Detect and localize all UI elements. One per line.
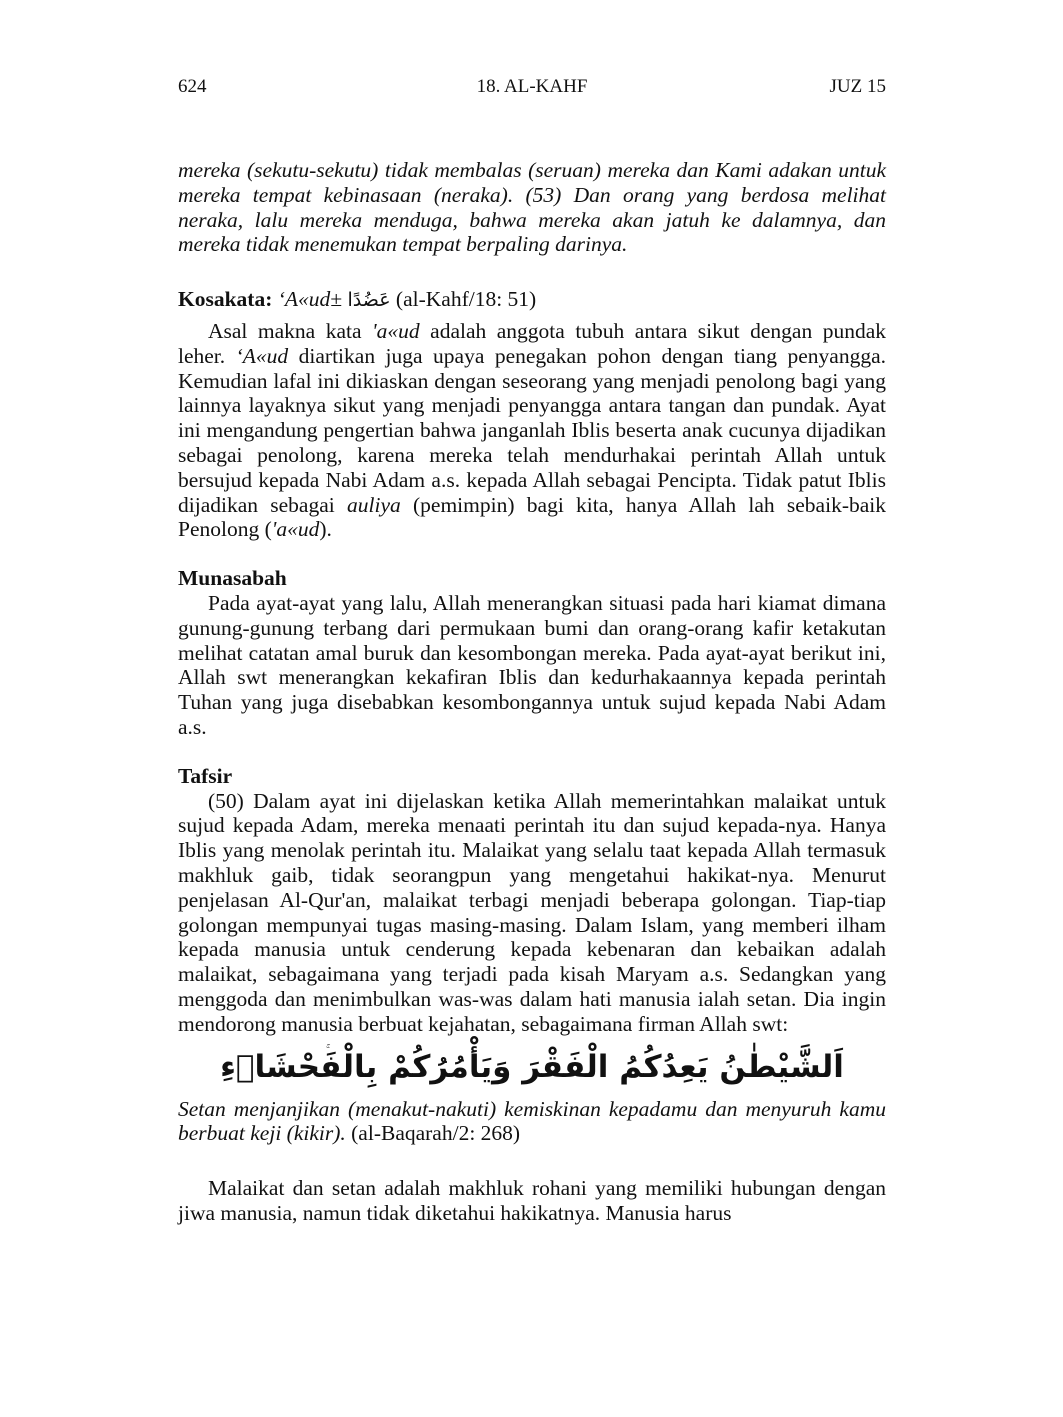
kosakata-term-1: 'a«ud: [372, 318, 420, 343]
kosakata-paragraph: [178, 319, 886, 542]
juz-label: JUZ 15: [829, 76, 886, 97]
kosakata-term-arabic: عَضُدًا: [347, 289, 391, 312]
kosakata-text-1: Asal makna kata: [208, 318, 373, 343]
kosakata-term-latin: ‘A«ud±: [277, 287, 343, 312]
page-number: 624: [178, 76, 207, 97]
verse-reference: (al-Baqarah/2: 268): [351, 1121, 521, 1146]
verse-translation-line: [178, 1097, 886, 1147]
kosakata-reference: (al-Kahf/18: 51): [395, 287, 537, 312]
verse-arabic: اَلشَّيْطٰنُ يَعِدُكُمُ الْفَقْرَ وَيَأْمُرُكُمْ بِالْفَحْشَاۤءِ: [220, 1048, 844, 1085]
chapter-title: 18. AL-KAHF: [476, 76, 588, 97]
kosakata-label: Kosakata:: [178, 287, 273, 312]
page-body: [178, 158, 886, 1226]
tafsir-heading: Tafsir: [178, 763, 233, 788]
kosakata-text-3: diartikan juga upaya penegakan pohon dengan tiang penyangga. Kemudian lafal ini dikiaskan dengan seseorang yang menjadi penolong bagi yang lainnya layaknya sikut yang menjadi penyangga antara tangan dan pundak. Ayat ini mengandung pengertian bahwa janganlah Iblis beserta anak cucunya dijadikan sebagai penolong, karena mereka telah mendurhakai perintah Allah untuk bersujud kepada Nabi Adam a.s. kepada Allah sebagai Pencipta. Tidak patut Iblis dijadikan sebagai: [178, 343, 886, 517]
kosakata-heading-line: [178, 287, 886, 313]
kosakata-term-4: 'a«ud: [271, 517, 320, 542]
kosakata-text-4: (pemimpin) bagi kita, hanya Allah lah sebaik-baik Penolong (: [178, 492, 886, 542]
kosakata-text-2: adalah anggota tubuh antara sikut dengan pundak leher.: [178, 318, 887, 368]
kosakata-term-3: auliya: [347, 492, 401, 517]
munasabah-heading: Munasabah: [178, 566, 287, 591]
tafsir-paragraph: (50) Dalam ayat ini dijelaskan ketika Allah memerintahkan malaikat untuk sujud kepada Adam, mereka menaati perintah itu dan sujud kepada-nya. Hanya Iblis yang menolak perintah itu. Malaikat yang selalu taat kepada Allah termasuk makhluk gaib, tidak seorangpun yang mengetahui hakikat-nya. Menurut penjelasan Al-Qur'an, malaikat terbagi menjadi beberapa golongan. Tiap-tiap golongan mempunyai tugas masing-masing. Dalam Islam, yang memberi ilham kepada manusia untuk cenderung kepada kebenaran dan kebaikan adalah malaikat, sebagaimana yang terjadi pada kisah Maryam a.s. Sedangkan yang menggoda dan menimbulkan was-was dalam hati manusia ialah setan. Dia ingin mendorong manusia berbuat kejahatan, sebagaimana firman Allah swt:: [178, 788, 886, 1036]
verse-translation: Setan menjanjikan (menakut-nakuti) kemiskinan kepadamu dan menyuruh kamu berbuat keji (kikir).: [178, 1096, 886, 1146]
closing-paragraph: Malaikat dan setan adalah makhluk rohani yang memiliki hubungan dengan jiwa manusia, namun tidak diketahui hakikatnya. Manusia harus: [178, 1176, 886, 1225]
kosakata-text-5: ).: [319, 517, 332, 542]
kosakata-term-2: ‘A«ud: [235, 343, 289, 368]
running-header: [178, 76, 886, 100]
translation-continued: mereka (sekutu-sekutu) tidak membalas (seruan) mereka dan Kami adakan untuk mereka tempat kebinasaan (neraka). (53) Dan orang yang berdosa melihat neraka, lalu mereka menduga, bahwa mereka akan jatuh ke dalamnya, dan mereka tidak menemukan tempat berpaling darinya.: [178, 158, 886, 257]
munasabah-paragraph: Pada ayat-ayat yang lalu, Allah menerangkan situasi pada hari kiamat dimana gunung-gunung terbang dari permukaan bumi dan orang-orang kafir ketakutan melihat catatan amal buruk dan kesombongan mereka. Pada ayat-ayat berikut ini, Allah swt menerangkan kekafiran Iblis dan kedurhakaannya kepada perintah Tuhan yang juga disebabkan kesombongannya untuk sujud kepada Nabi Adam a.s.: [178, 590, 886, 739]
quran-verse: [178, 1045, 886, 1089]
